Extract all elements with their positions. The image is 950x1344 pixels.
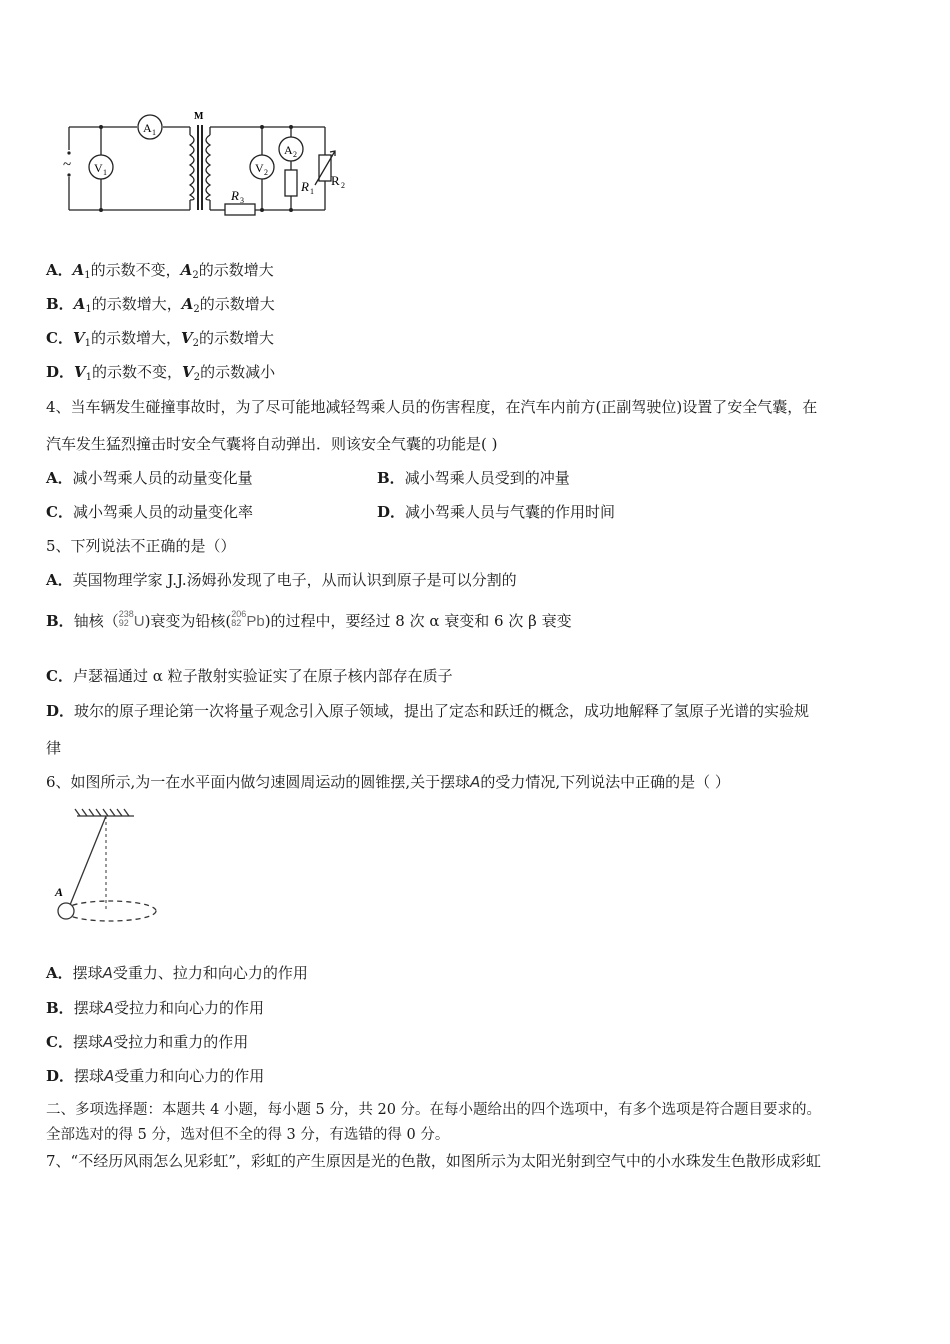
ammeter-a1-letter: A — [143, 121, 152, 135]
lead-isotope: 206 82 Pb — [231, 609, 265, 630]
q6-option-b: B．摆球A受拉力和向心力的作用 — [46, 999, 264, 1017]
resistor-r3-letter: R — [231, 188, 239, 203]
q3-option-c: C．$V_1$的示数增大，$V_2$的示数增大 — [46, 329, 275, 349]
transformer-label: M — [194, 111, 204, 122]
q6-option-c: C．摆球A受拉力和重力的作用 — [46, 1033, 249, 1051]
q4-option-c: C．减小驾乘人员的动量变化率 — [46, 503, 253, 521]
conical-pendulum-figure — [52, 808, 167, 930]
voltmeter-v2-sub: 2 — [264, 168, 268, 177]
resistor-r1-letter: R — [301, 179, 309, 194]
ammeter-a1-sub: 1 — [152, 128, 156, 137]
resistor-r3-sub: 3 — [240, 196, 244, 205]
pendulum-ball-label: A — [55, 885, 64, 899]
resistor-r2-sub: 2 — [341, 181, 345, 190]
q5-option-a: A．英国物理学家 J.J.汤姆孙发现了电子，从而认识到原子是可以分割的 — [46, 571, 517, 589]
q5-option-d-line1: D．玻尔的原子理论第一次将量子观念引入原子领域，提出了定态和跃迁的概念，成功地解释了氢原子光谱的实验规 — [46, 702, 810, 720]
q3-option-b: B．$A_1$的示数增大，$A_2$的示数增大 — [46, 295, 275, 315]
q4-option-a: A．减小驾乘人员的动量变化量 — [46, 469, 253, 487]
voltmeter-v1-letter: V — [94, 161, 103, 175]
transformer-circuit-diagram — [55, 105, 365, 225]
q5-option-b: B．铀核（238 92 U)衰变为铅核(206 82 Pb)的过程中，要经过 8 次 α 衰变和 6 次 β 衰变 — [46, 609, 572, 630]
ammeter-a2-letter: A — [284, 143, 293, 157]
q5-option-c: C．卢瑟福通过 α 粒子散射实验证实了在原子核内部存在质子 — [46, 667, 453, 685]
uranium-isotope: 238 92 U — [118, 609, 145, 630]
q6-option-d: D．摆球A受重力和向心力的作用 — [46, 1067, 265, 1085]
section2-heading-line2: 全部选对的得 5 分，选对但不全的得 3 分，有选错的得 0 分。 — [46, 1127, 450, 1143]
resistor-r1-sub: 1 — [310, 187, 314, 196]
q4-option-d: D．减小驾乘人员与气囊的作用时间 — [377, 503, 616, 521]
q4-stem-line2: 汽车发生猛烈撞击时安全气囊将自动弹出．则该安全气囊的功能是( ) — [46, 435, 498, 453]
section2-heading-line1: 二、多项选择题：本题共 4 小题，每小题 5 分，共 20 分。在每小题给出的四个选项中，有多个选项是符合题目要求的。 — [46, 1102, 822, 1118]
q4-stem-line1: 4、当车辆发生碰撞事故时，为了尽可能地减轻驾乘人员的伤害程度，在汽车内前方(正副驾驶位)设置了安全气囊，在 — [46, 398, 818, 416]
ac-source-symbol: ~ — [63, 157, 72, 173]
q5-stem: 5、下列说法不正确的是（） — [46, 537, 236, 555]
voltmeter-v2-letter: V — [255, 161, 264, 175]
resistor-r2-letter: R — [331, 173, 340, 188]
ammeter-a2-sub: 2 — [293, 150, 297, 159]
q4-option-b: B．减小驾乘人员受到的冲量 — [377, 469, 570, 487]
q3-option-d: D．$V_1$的示数不变，$V_2$的示数减小 — [46, 363, 276, 383]
q5-option-d-line2: 律 — [46, 739, 62, 757]
q3-option-a: A．$A_1$的示数不变，$A_2$的示数增大 — [46, 261, 274, 281]
q7-stem-line1: 7、“不经历风雨怎么见彩虹”，彩虹的产生原因是光的色散，如图所示为太阳光射到空气中的小水珠发生色散形成彩虹 — [46, 1152, 821, 1170]
q6-stem: 6、如图所示,为一在水平面内做匀速圆周运动的圆锥摆,关于摆球A的受力情况,下列说法中正确的是（ ） — [46, 773, 730, 791]
q6-option-a: A．摆球A受重力、拉力和向心力的作用 — [46, 964, 308, 982]
voltmeter-v1-sub: 1 — [103, 168, 107, 177]
